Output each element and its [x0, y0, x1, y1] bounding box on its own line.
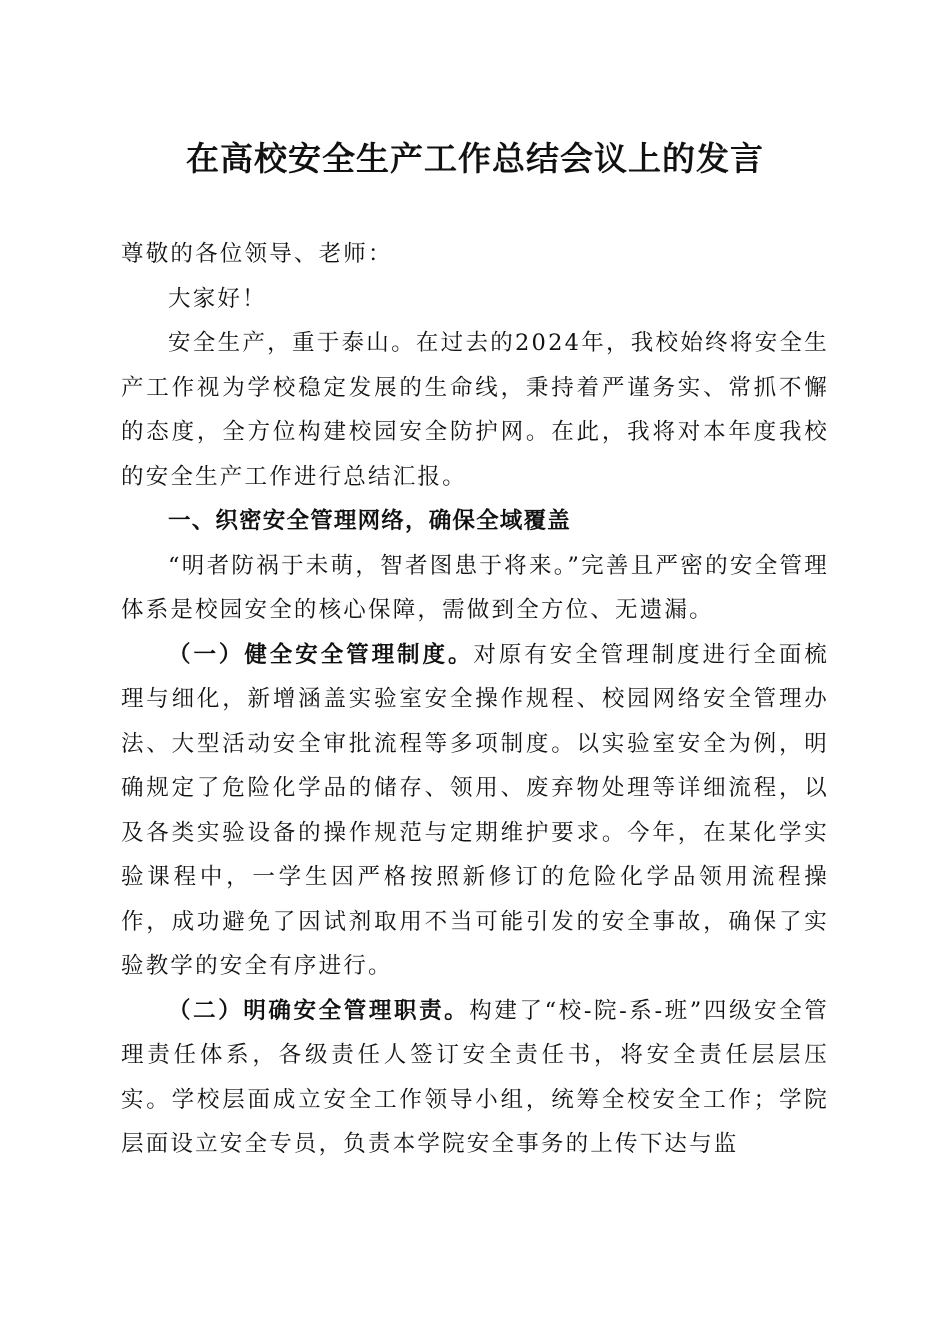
greeting: 大家好！	[168, 285, 267, 312]
document-title: 在高校安全生产工作总结会议上的发言	[186, 139, 764, 178]
section-lead-paragraph: “明者防祸于未萌，智者图患于将来。”完善且严密的安全管理体系是校园安全的核心保障，需做到全方位、无遗漏。	[121, 552, 829, 623]
subsection-2-paragraph	[121, 989, 829, 1167]
section-heading: 一、织密安全管理网络，确保全域覆盖	[168, 508, 571, 534]
subsection-2-label: （二）明确安全管理职责。	[168, 997, 470, 1024]
subsection-1-text: 对原有安全管理制度进行全面梳理与细化，新增涵盖实验室安全操作规程、校园网络安全管理办法、大型活动安全审批流程等多项制度。以实验室安全为例，明确规定了危险化学品的储存、领用、废弃物处理等详细流程，以及各类实验设备的操作规范与定期维护要求。今年，在某化学实验课程中，一学生因严格按照新修订的危险化学品领用流程操作，成功避免了因试剂取用不当可能引发的安全事故，确保了实验教学的安全有序进行。	[121, 641, 829, 979]
salutation: 尊敬的各位领导、老师：	[121, 241, 393, 267]
subsection-1-label: （一）健全安全管理制度。	[168, 641, 474, 668]
subsection-2-text: 构建了“校-院-系-班”四级安全管理责任体系，各级责任人签订安全责任书，将安全责任层层压实。学校层面成立安全工作领导小组，统筹全校安全工作；学院层面设立安全专员，负责本学院安全事务的上传下达与监	[121, 997, 829, 1157]
subsection-1-paragraph	[121, 633, 829, 989]
document-body	[121, 232, 829, 1167]
intro-paragraph: 安全生产，重于泰山。在过去的2024年，我校始终将安全生产工作视为学校稳定发展的生命线，秉持着严谨务实、常抓不懈的态度，全方位构建校园安全防护网。在此，我将对本年度我校的安全生产工作进行总结汇报。	[121, 330, 829, 490]
